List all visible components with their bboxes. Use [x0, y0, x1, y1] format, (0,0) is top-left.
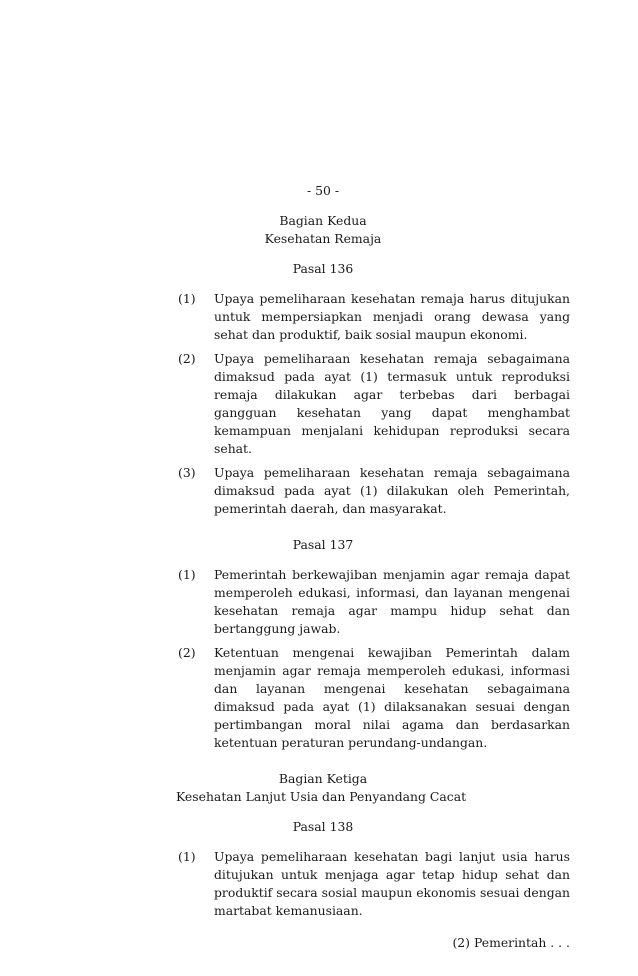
- clause-number: (3): [178, 465, 196, 480]
- article-title: Pasal 136: [292, 261, 354, 276]
- spacer: [178, 524, 570, 536]
- document-content: [178, 182, 570, 952]
- page-number: - 50 -: [306, 183, 340, 198]
- clause: [178, 350, 570, 458]
- clause-number: (1): [178, 849, 196, 864]
- clause-number: (1): [178, 567, 196, 582]
- continuation-note: (2) Pemerintah . . .: [452, 935, 570, 950]
- clause: [178, 464, 570, 518]
- section-label: Bagian Ketiga: [278, 771, 368, 786]
- clause-text: Upaya pemeliharaan kesehatan bagi lanjut usia harus ditujukan untuk menjaga agar tetap hidup sehat dan produktif secara sosial maupun ekonomis sesuai dengan martabat kemanusiaan.: [214, 849, 570, 918]
- clause-number: (2): [178, 645, 196, 660]
- section-title: Kesehatan Remaja: [264, 231, 382, 246]
- article-title: Pasal 137: [292, 537, 354, 552]
- clause: [178, 290, 570, 344]
- clause: [178, 848, 570, 920]
- clause-text: Upaya pemeliharaan kesehatan remaja sebagaimana dimaksud pada ayat (1) dilakukan oleh Pemerintah, pemerintah daerah, dan masyarakat.: [214, 465, 570, 516]
- clause-text: Upaya pemeliharaan kesehatan remaja sebagaimana dimaksud pada ayat (1) termasuk untuk reproduksi remaja dilakukan agar terbebas dari berbagai gangguan kesehatan yang dapat menghambat kemampuan menjalani kehidupan reproduksi secara sehat.: [214, 351, 570, 456]
- article-title: Pasal 138: [292, 819, 354, 834]
- clause: [178, 644, 570, 752]
- clause-text: Pemerintah berkewajiban menjamin agar remaja dapat memperoleh edukasi, informasi, dan layanan mengenai kesehatan remaja agar mampu hidup sehat dan bertanggung jawab.: [214, 567, 570, 636]
- clause-number: (1): [178, 291, 196, 306]
- clause-text: Upaya pemeliharaan kesehatan remaja harus ditujukan untuk mempersiapkan menjadi orang dewasa yang sehat dan produktif, baik sosial maupun ekonomi.: [214, 291, 570, 342]
- clause-text: Ketentuan mengenai kewajiban Pemerintah dalam menjamin agar remaja memperoleh edukasi, informasi dan layanan mengenai kesehatan sebagaimana dimaksud pada ayat (1) dilaksanakan sesuai dengan pertimbangan moral nilai agama dan berdasarkan ketentuan peraturan perundang-undangan.: [214, 645, 570, 750]
- spacer: [178, 758, 570, 770]
- section-label: Bagian Kedua: [279, 213, 367, 228]
- clause: [178, 566, 570, 638]
- clause-number: (2): [178, 351, 196, 366]
- section-title: Kesehatan Lanjut Usia dan Penyandang Cacat: [176, 789, 467, 804]
